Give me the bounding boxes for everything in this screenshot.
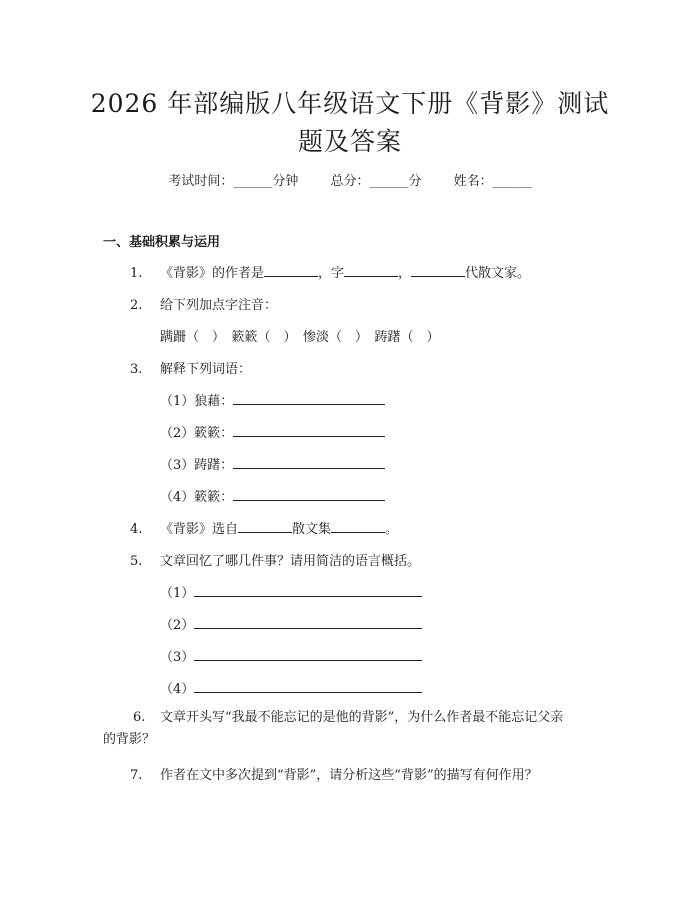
answer-blank: [344, 265, 398, 277]
document-title-line-1: 2026 年部编版八年级语文下册《背影》测试: [90, 89, 610, 118]
q7-text: 作者在文中多次提到“背影”，请分析这些“背影”的描写有何作用？: [160, 768, 538, 783]
q3-item: [160, 422, 385, 441]
answer-blank: [194, 585, 422, 597]
question-number: 2.: [130, 298, 143, 313]
answer-blank: [194, 649, 422, 661]
q5-item: [160, 582, 422, 601]
answer-blank: [233, 489, 385, 501]
q3-item: [160, 454, 385, 473]
q1-text-c: ，: [398, 266, 412, 281]
q3-item-label: （4）簌簌：: [160, 490, 234, 505]
q4-text-a: 《背影》选自: [160, 522, 239, 537]
question-number: 1.: [130, 266, 143, 281]
q5-item-label: （4）: [160, 682, 195, 697]
question-5: [130, 550, 420, 569]
q1-text-b: ，字: [318, 266, 345, 281]
q4-text-c: 。: [385, 522, 399, 537]
question-number: 3.: [130, 362, 143, 377]
question-number: 7.: [130, 768, 143, 783]
answer-blank: [194, 681, 422, 693]
answer-blank: [233, 457, 385, 469]
q5-item: [160, 614, 422, 633]
question-1: [130, 262, 530, 281]
answer-blank: [233, 425, 385, 437]
name-label: 姓名：______: [453, 174, 532, 189]
q5-item-label: （1）: [160, 586, 195, 601]
answer-blank: [238, 521, 292, 533]
question-4: [130, 518, 398, 537]
q3-item-label: （2）簌簌：: [160, 426, 234, 441]
q3-item: [160, 486, 385, 505]
total-score-label: 总分：______分: [330, 174, 422, 189]
q2-text: 给下列加点字注音：: [160, 298, 278, 313]
q3-text: 解释下列词语：: [160, 362, 252, 377]
question-3: [130, 358, 251, 377]
q5-item-label: （3）: [160, 650, 195, 665]
q3-item-label: （3）踌躇：: [160, 458, 234, 473]
q1-text-d: 代散文家。: [465, 266, 531, 281]
answer-blank: [264, 265, 318, 277]
q5-item: [160, 678, 422, 697]
q1-text-a: 《背影》的作者是: [160, 266, 265, 281]
question-7: [130, 764, 538, 783]
q6-line-1: [103, 707, 603, 729]
q3-item-label: （1）狼藉：: [160, 394, 234, 409]
question-6: [103, 707, 603, 751]
q5-item-label: （2）: [160, 618, 195, 633]
q3-item: [160, 390, 385, 409]
q6-text: 文章开头写“我最不能忘记的是他的背影”，为什么作者最不能忘记父亲: [160, 710, 564, 725]
q6-line-2: 的背影？: [103, 732, 156, 747]
question-number: 6.: [133, 710, 146, 725]
question-2: [130, 294, 277, 313]
exam-meta: [0, 170, 700, 189]
document-title-line-2: 题及答案: [297, 127, 402, 156]
section-heading-basics: 一、基础积累与运用: [103, 235, 221, 250]
q4-text-b: 散文集: [292, 522, 332, 537]
answer-blank: [331, 521, 385, 533]
q2-items: 蹒跚（ ） 簌簌（ ） 惨淡（ ） 踌躇（ ）: [160, 330, 440, 345]
answer-blank: [194, 617, 422, 629]
exam-time-label: 考试时间：______分钟: [168, 174, 299, 189]
question-number: 5.: [130, 554, 143, 569]
answer-blank: [233, 393, 385, 405]
answer-blank: [411, 265, 465, 277]
q5-text: 文章回忆了哪几件事？请用简洁的语言概括。: [160, 554, 421, 569]
question-number: 4.: [130, 522, 143, 537]
q5-item: [160, 646, 422, 665]
